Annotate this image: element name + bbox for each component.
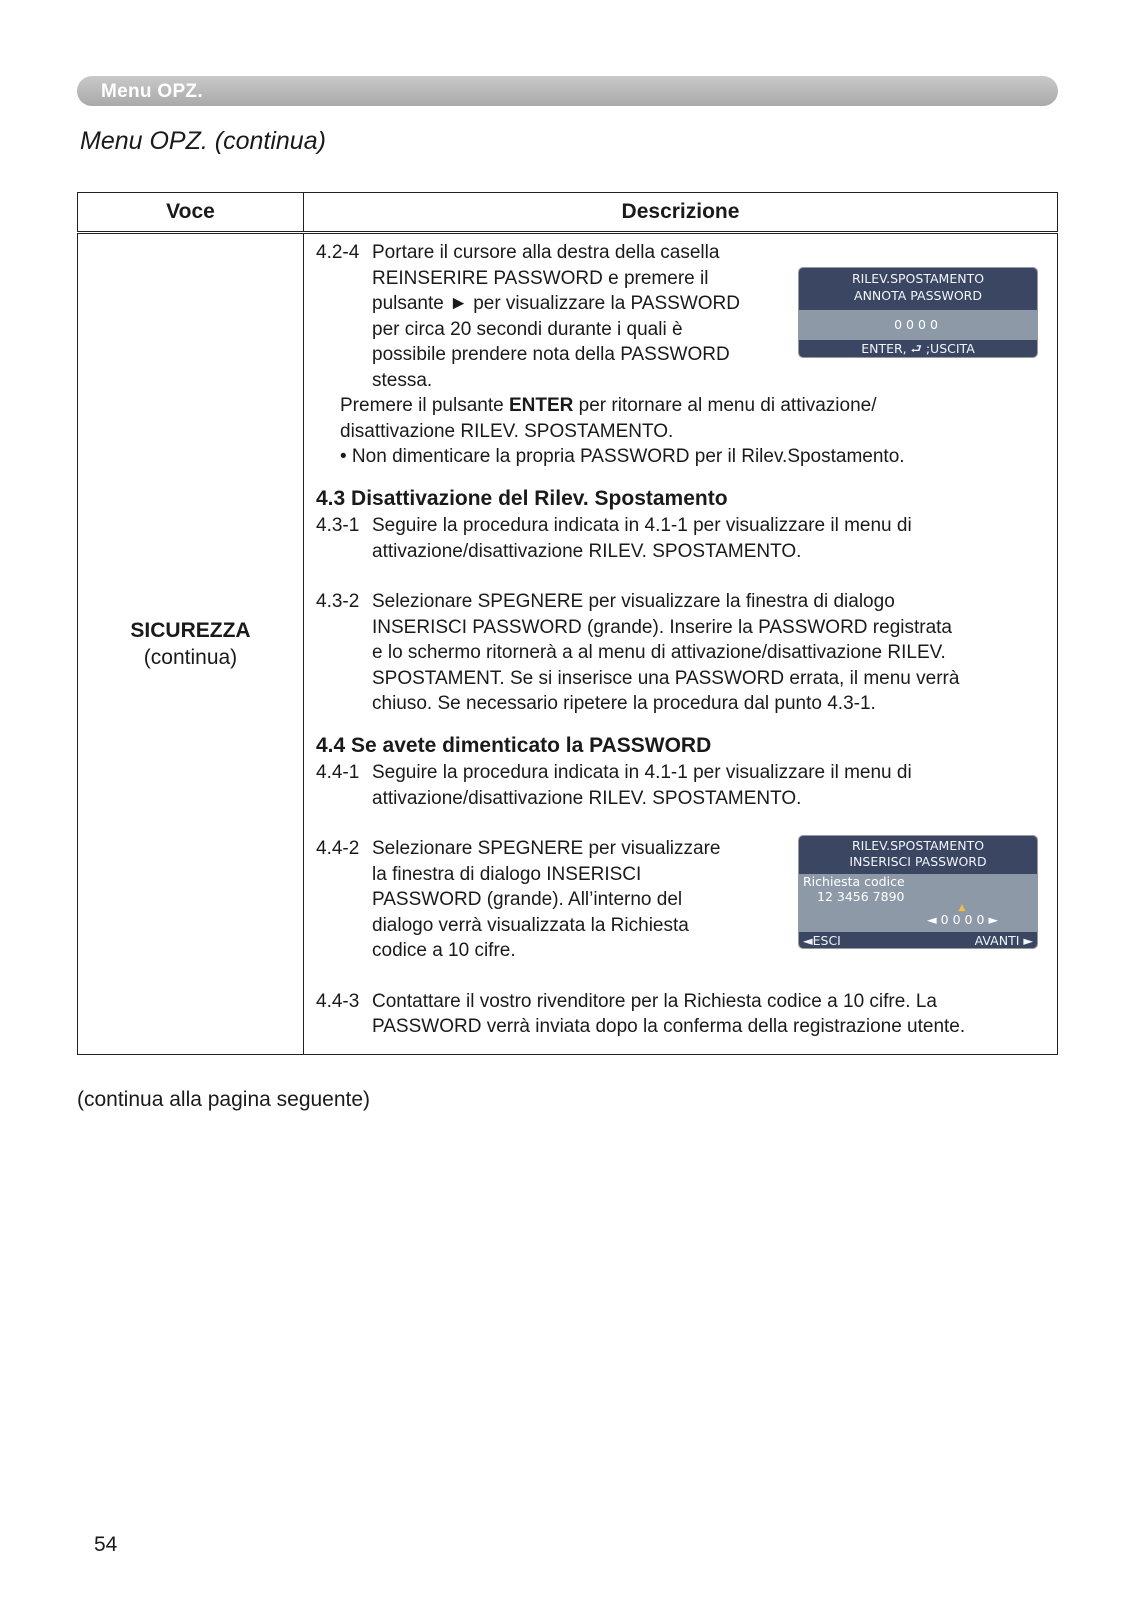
- page-number: 54: [94, 1533, 118, 1556]
- enter-note: Premere il pulsante ENTER per ritornare al menu di attivazione/ disattivazione RILEV. SPOSTAMENTO.: [340, 395, 877, 442]
- section-heading-4-4: 4.4 Se avete dimenticato la PASSWORD: [316, 733, 712, 757]
- step-4-3-1: 4.3-1 Seguire la procedura indicata in 4.1-1 per visualizzare il menu di attivazione/disattivazione RILEV. SPOSTAMENTO.: [316, 515, 912, 562]
- step-line: REINSERIRE PASSWORD e premere il: [372, 267, 709, 289]
- arrow-right-icon: ►: [988, 912, 1003, 927]
- step-4-4-1: 4.4-1 Seguire la procedura indicata in 4.1-1 per visualizzare il menu di attivazione/disattivazione RILEV. SPOSTAMENTO.: [316, 762, 912, 809]
- back-label: ◄ESCI: [803, 933, 841, 948]
- section-heading-4-3: 4.3 Disattivazione del Rilev. Spostamento: [316, 486, 728, 510]
- step-4-3-2: 4.3-2 Selezionare SPEGNERE per visualizzare la finestra di dialogo INSERISCI PASSWORD (grande). Inserire la PASSWORD registrata e lo schermo ritornerà a al menu di attivazione/disattivazione RILEV. SPOSTAMENT. Se si inserisce una PASSWORD errata, il menu verrà chiuso. Se necessario ripetere la procedura dal punto 4.3-1.: [316, 591, 960, 714]
- screen-subtitle: ANNOTA PASSWORD: [854, 288, 982, 303]
- step-4-2-4: [316, 240, 779, 393]
- voce-cell: [78, 233, 304, 1055]
- step-4-4-2: 4.4-2 Selezionare SPEGNERE per visualizzare la finestra di dialogo INSERISCI PASSWORD (grande). All’interno del dialogo verrà visualizzata la Richiesta codice a 10 cifre.: [316, 838, 721, 961]
- voce-name: SICUREZZA: [130, 619, 251, 642]
- request-code-label: Richiesta codice: [803, 874, 905, 889]
- description-table: [77, 192, 1058, 1055]
- screen-footer: ENTER, ⮐ ;USCITA: [861, 341, 975, 356]
- continued-note: (continua alla pagina seguente): [77, 1088, 371, 1111]
- step-4-4-3: 4.4-3 Contattare il vostro rivenditore per la Richiesta codice a 10 cifre. La PASSWORD verrà inviata dopo la conferma della registrazione utente.: [316, 990, 966, 1037]
- step-line: Portare il cursore alla destra della casella: [372, 242, 720, 263]
- description-cell: [304, 233, 1058, 1055]
- step-line: possibile prendere nota della PASSWORD: [372, 344, 730, 365]
- password-digits: 0000: [894, 317, 942, 332]
- step-number: 4.2-4: [316, 242, 360, 263]
- next-label: AVANTI ►: [974, 933, 1033, 948]
- screen-title: RILEV.SPOSTAMENTO: [851, 271, 985, 286]
- step-line: per circa 20 secondi durante i quali è: [372, 318, 683, 340]
- enter-key-label: ENTER: [508, 395, 574, 416]
- request-code-value: 12 3456 7890: [817, 889, 905, 904]
- password-request-screen: [799, 836, 1037, 948]
- screen-title: RILEV.SPOSTAMENTO: [851, 838, 985, 853]
- step-line: stessa.: [372, 369, 433, 391]
- section-label: Menu OPZ.: [101, 81, 203, 102]
- page-title: Menu OPZ. (continua): [80, 127, 326, 155]
- screen-subtitle: INSERISCI PASSWORD: [849, 854, 987, 869]
- bullet-note: • Non dimenticare la propria PASSWORD per il Rilev.Spostamento.: [340, 446, 905, 467]
- voce-note: (continua): [143, 646, 238, 669]
- step-line: pulsante ► per visualizzare la PASSWORD: [372, 293, 740, 314]
- column-header-voce: Voce: [78, 193, 304, 233]
- arrow-up-icon: ▲: [958, 903, 966, 913]
- password-digits: 0000: [940, 912, 989, 927]
- column-header-descrizione: Descrizione: [304, 193, 1058, 233]
- arrow-left-icon: ◄: [927, 912, 941, 927]
- section-header-bar: [77, 76, 1058, 106]
- password-display-screen: [799, 268, 1037, 357]
